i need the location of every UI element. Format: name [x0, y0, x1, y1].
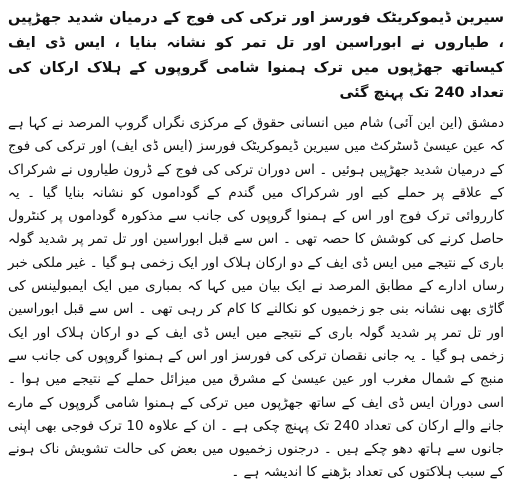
article-body: دمشق (این این آئی) شام میں انسانی حقوق کے مرکزی نگراں گروپ المرصد نے کہا ہے کہ عین عیسیٰ ڈسٹرکٹ میں سیرین ڈیموکریٹک فورسز (ایس ڈی ایف) اور ترکی کی فوج کے درمیان شدید جھڑپیں ہوئیں ۔ اس دوران ترکی کی فوج کے ڈرون طیاروں نے شرکراک کے علاقے پر حملے کیے اور شرکراک میں گندم کے گوداموں کو نشانہ بنایا گیا ۔ یہ کارروائی ترک فوج اور اس کے ہمنوا گروپوں کی جانب سے مذکورہ گوداموں پر کنٹرول حاصل کرنے کی کوشش کا حصہ تھی ۔ اس سے قبل ابوراسین اور تل تمر پر شدید گولہ باری کے نتیجے میں ایس ڈی ایف کے دو ارکان ہلاک اور ایک زخمی ہو گیا ۔ غیر ملکی خبر رساں ادارے کے مطابق المرصد نے ایک بیان میں کہا کہ بمباری میں ایک ایمبولینس کی گاڑی بھی نشانہ بنی جو زخمیوں کو نکالنے کا کام کر رہی تھی ۔ اس سے قبل ابوراسین اور تل تمر پر شدید گولہ باری کے نتیجے میں ایس ڈی ایف کے دو ارکان ہلاک اور ایک زخمی ہو گیا ۔ یہ جانی نقصان ترکی کی فورسز اور اس کے ہمنوا گروپوں کی جانب سے منبج کے شمال مغرب اور عین عیسیٰ کے مشرق میں میزائل حملے کے نتیجے میں ہوا ۔ اسی دوران ایس ڈی ایف کے ساتھ جھڑپوں میں ترکی کے ہمنوا شامی گروپوں کے مارے جانے والے ارکان کی تعداد 240 تک پہنچ چکی ہے ۔ ان کے علاوہ 10 ترک فوجی بھی اپنی جانوں سے ہاتھ دھو چکے ہیں ۔ درجنوں زخمیوں میں بعض کی حالت تشویش ناک ہونے کے سبب ہلاکتوں کی تعداد بڑھنے کا اندیشہ ہے ۔ — [8, 115, 504, 481]
article-headline: سیرین ڈیموکریٹک فورسز اور ترکی کی فوج کے درمیان شدید جھڑپیں ، طیاروں نے ابوراسین اور تل تمر کو نشانہ بنایا ، ایس ڈی ایف کیساتھ جھڑپوں میں ترک ہمنوا شامی گروپوں کے ہلاک ارکان کی تعداد 240 تک پہنچ گئی — [8, 10, 504, 101]
